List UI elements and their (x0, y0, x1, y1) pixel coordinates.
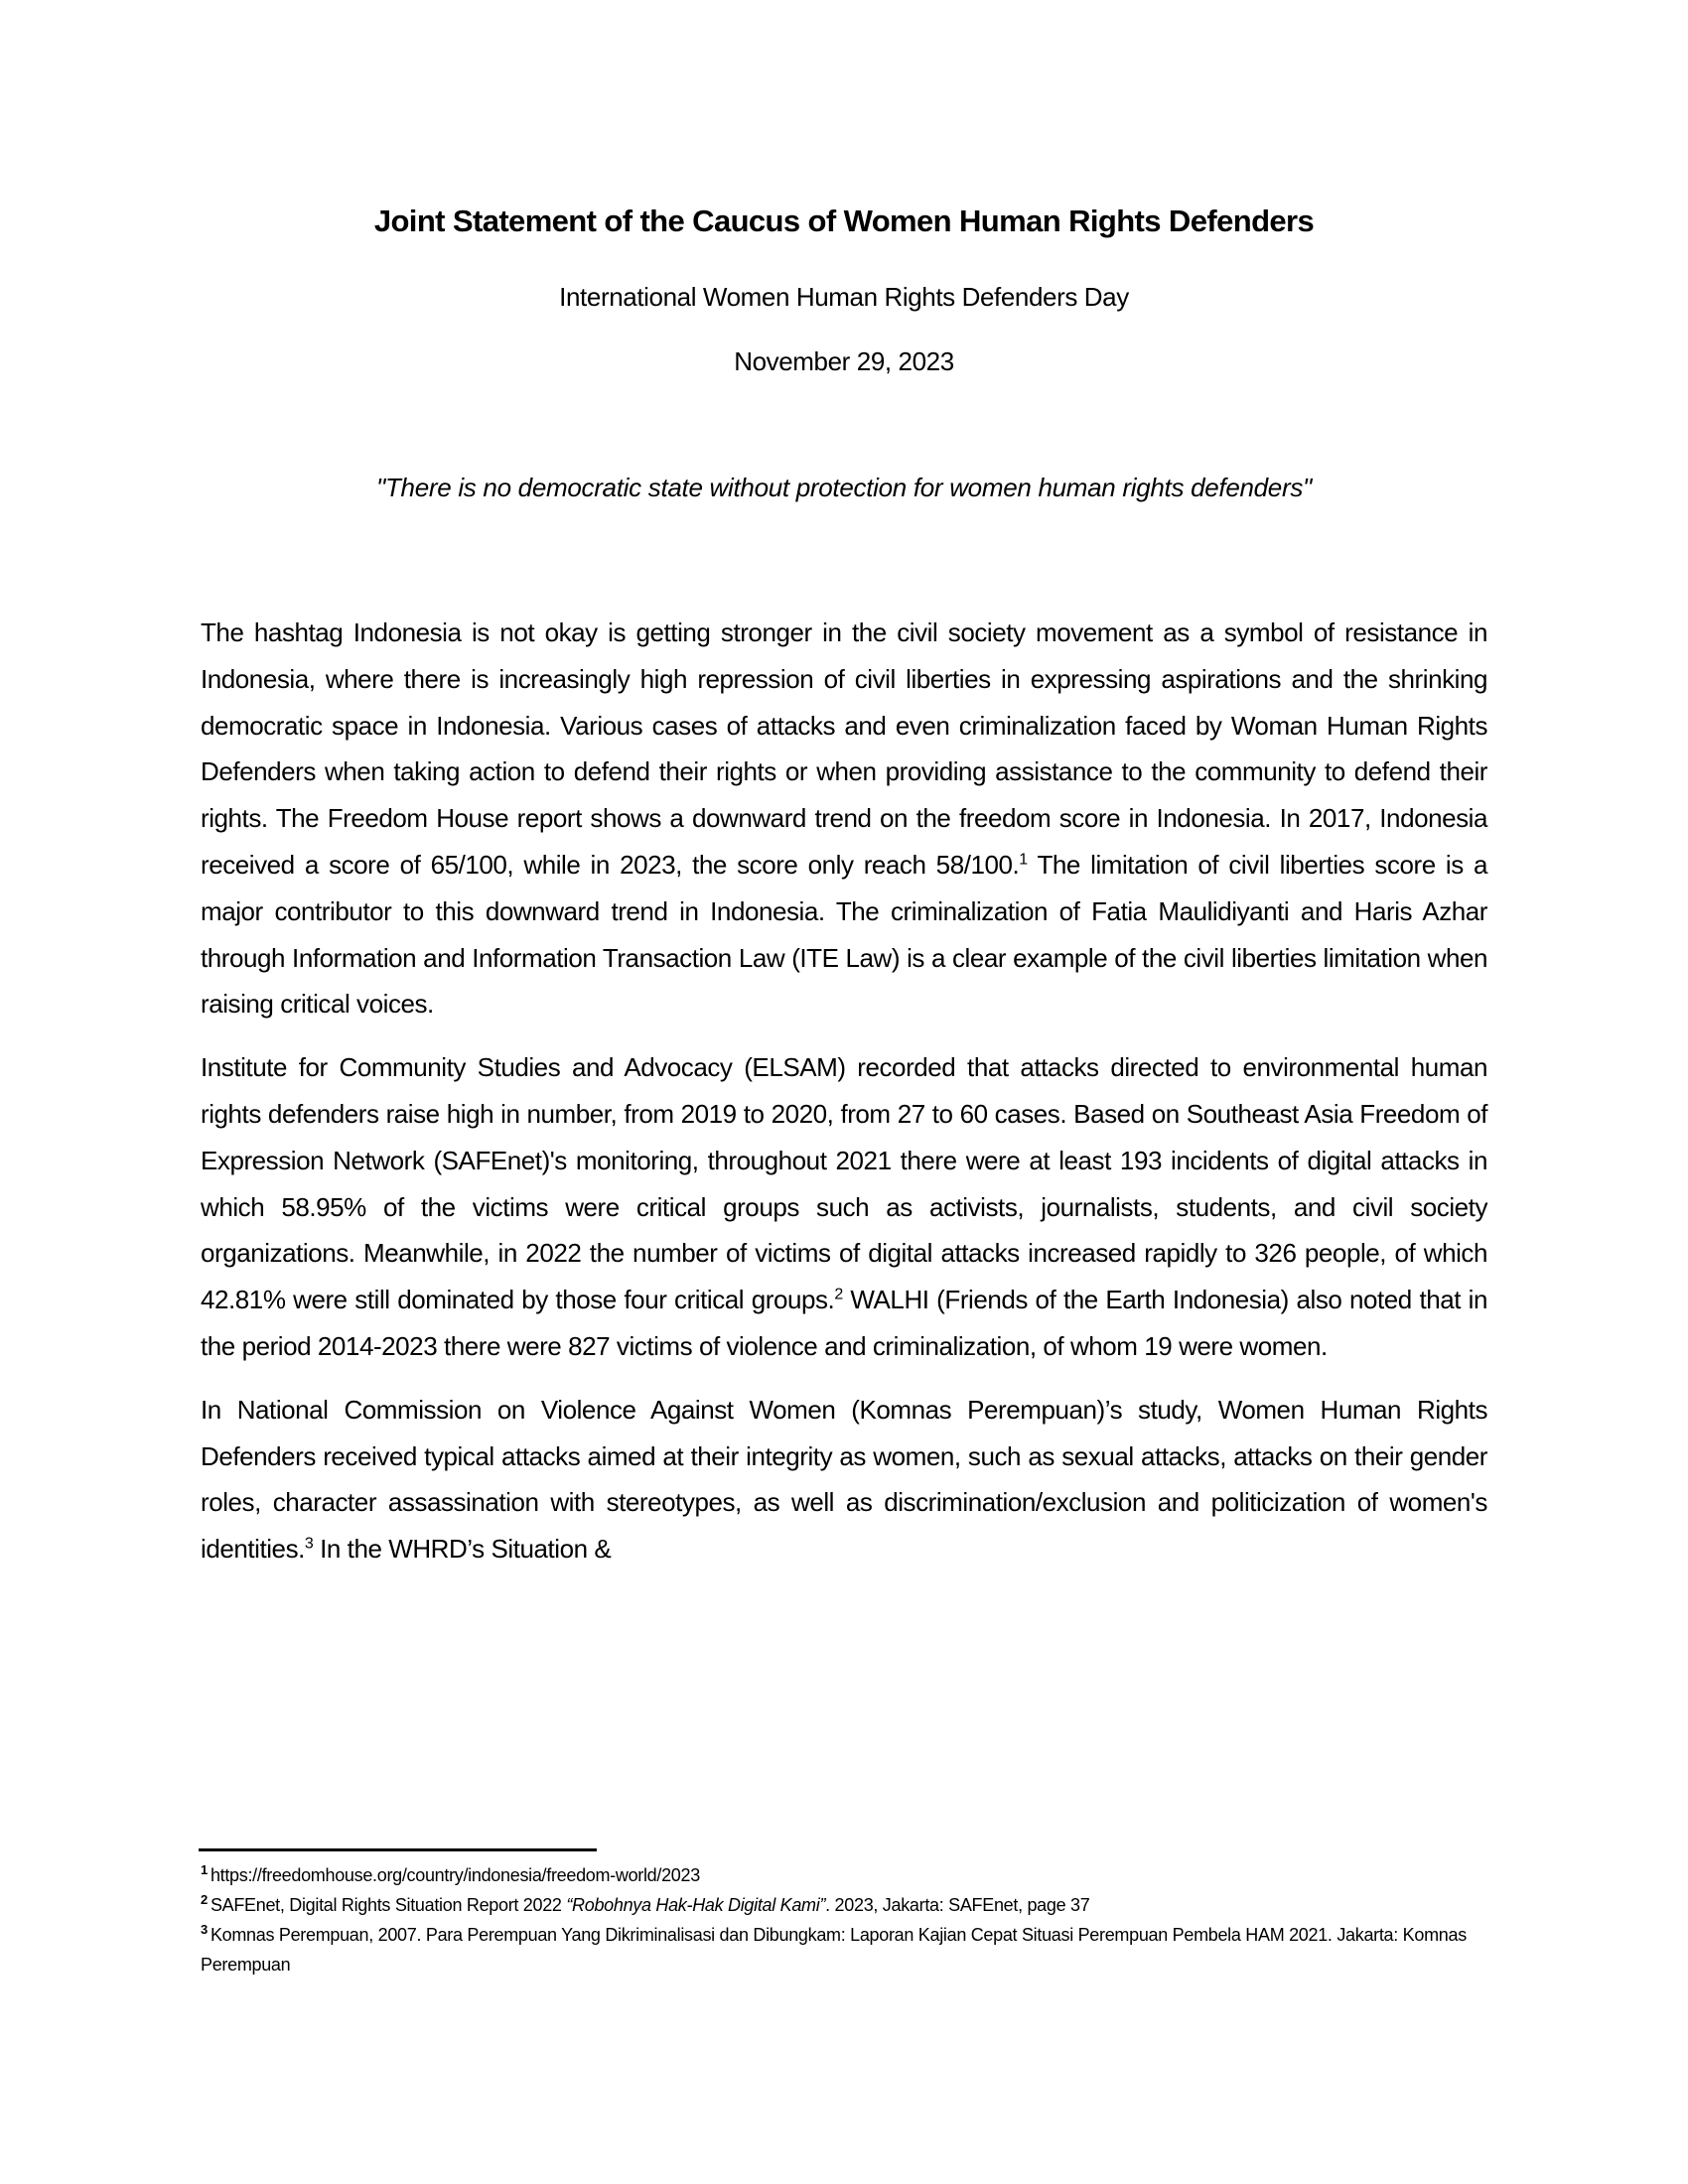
footnote-text: . 2023, Jakarta: SAFEnet, page 37 (825, 1895, 1090, 1915)
paragraph-text: The limitation of civil liberties score is a major contributor to this downward trend in Indonesia. The criminalization of Fatia Maulidiyanti and Haris Azhar through Information and Information Transaction Law (ITE Law) is a clear example of the civil liberties limitation when raising critical voices. (201, 849, 1487, 1020)
page-subtitle: International Women Human Rights Defenders Day (559, 282, 1129, 312)
paragraph-1 (201, 610, 1487, 1027)
footnote-text: Komnas Perempuan, 2007. Para Perempuan Yang Dikriminalisasi dan Dibungkam: Laporan Kajian Cepat Situasi Perempuan Pembela HAM 2021. Jakarta: Komnas Perempuan (201, 1925, 1467, 1975)
paragraph-text: In the WHRD’s Situation & (313, 1534, 612, 1565)
footnote-link[interactable]: https://freedomhouse.org/country/indonesia/freedom-world/2023 (210, 1865, 700, 1885)
statement-date: November 29, 2023 (734, 346, 954, 376)
footnote-1 (201, 1860, 1491, 1890)
footnote-number: 2 (201, 1892, 208, 1907)
footnote-2 (201, 1890, 1491, 1920)
paragraph-text: Institute for Community Studies and Advocacy (ELSAM) recorded that attacks directed to environmental human rights defenders raise high in number, from 2019 to 2020, from 27 to 60 cases. Based on Southeast Asia Freedom of Expression Network (SAFEnet)'s monitoring, throughout 2021 there were at least 193 incidents of digital attacks in which 58.95% of the victims were critical groups such as activists, journalists, students, and civil society organizations. Meanwhile, in 2022 the number of victims of digital attacks increased rapidly to 326 people, of which 42.81% were still dominated by those four critical groups. (201, 1052, 1487, 1315)
footnote-number: 1 (201, 1862, 208, 1877)
footnote-number: 3 (201, 1922, 208, 1937)
paragraph-3 (201, 1387, 1487, 1572)
page-title: Joint Statement of the Caucus of Women Human Rights Defenders (373, 204, 1315, 238)
footnotes (201, 1860, 1491, 1979)
paragraph-text: The hashtag Indonesia is not okay is getting stronger in the civil society movement as a symbol of resistance in Indonesia, where there is increasingly high repression of civil liberties in expressing aspirations and the shrinking democratic space in Indonesia. Various cases of attacks and even criminalization faced by Woman Human Rights Defenders when taking action to defend their rights or when providing assistance to the community to defend their rights. The Freedom House report shows a downward trend on the freedom score in Indonesia. In 2017, Indonesia received a score of 65/100, while in 2023, the score only reach 58/100. (201, 617, 1487, 880)
footnote-text: SAFEnet, Digital Rights Situation Report 2022 (210, 1895, 567, 1915)
footnote-ref-3[interactable]: 3 (304, 1535, 314, 1553)
epigraph-quote: "There is no democratic state without protection for women human rights defenders" (376, 473, 1312, 502)
footnote-title-italic: “Robohnya Hak-Hak Digital Kami” (566, 1895, 826, 1915)
paragraph-text: WALHI (Friends of the Earth Indonesia) also noted that in the period 2014-2023 there were 827 victims of violence and criminalization, of whom 19 were women. (201, 1285, 1487, 1361)
footnote-separator (199, 1848, 597, 1851)
footnote-ref-2[interactable]: 2 (834, 1286, 843, 1303)
paragraph-text: In National Commission on Violence Against Women (Komnas Perempuan)’s study, Women Human Rights Defenders received typical attacks aimed at their integrity as women, such as sexual attacks, attacks on their gender roles, character assassination with stereotypes, as well as discrimination/exclusion and politicization of women's identities. (201, 1394, 1487, 1565)
paragraph-2 (201, 1044, 1487, 1370)
body-text (201, 610, 1487, 1589)
footnote-3 (201, 1920, 1491, 1979)
footnote-ref-1[interactable]: 1 (1019, 851, 1028, 869)
